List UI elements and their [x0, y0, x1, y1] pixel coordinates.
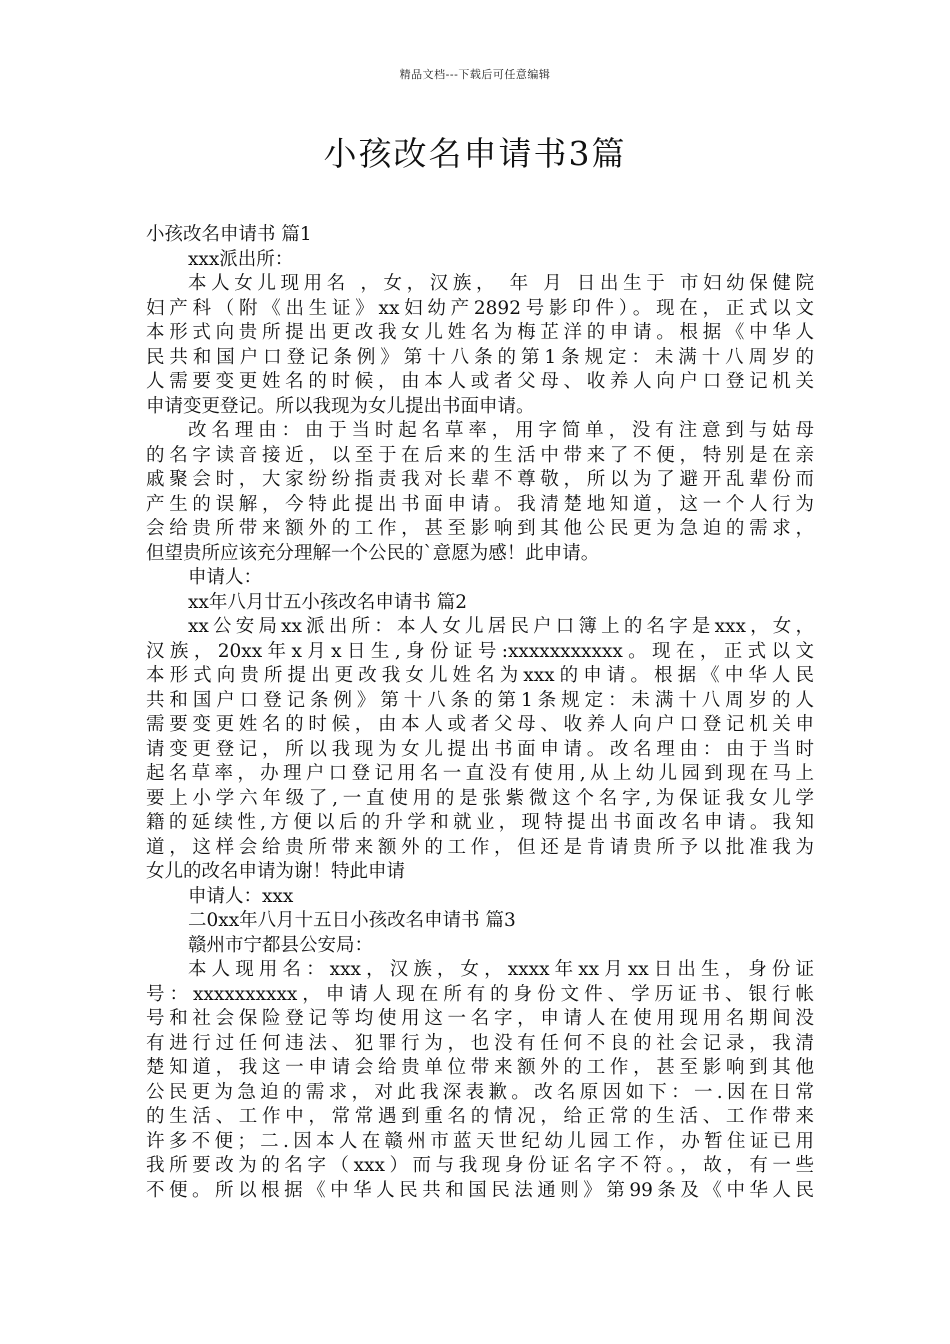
text-line: 需要变更姓名的时候，由本人或者父母、收养人向户口登记机关申 [146, 714, 814, 735]
text-line: 许多不便；二.因本人在赣州市蓝天世纪幼儿园工作，办暂住证已用 [146, 1130, 814, 1152]
text-line: 改名理由：由于当时起名草率，用字简单，没有注意到与姑母 [188, 420, 814, 441]
text-line: 妇产科（附《出生证》xx妇幼产2892号影印件）。现在，正式以文 [146, 297, 814, 319]
text-line: 籍的延续性,方便以后的升学和就业，现特提出书面改名申请。我知 [146, 812, 814, 833]
text-line: 申请变更登记。所以我现为女儿提出书面申请。 [146, 395, 535, 417]
text-line: 民共和国户口登记条例》第十八条的第1条规定：未满十八周岁的 [146, 346, 814, 368]
text-line: 的生活、工作中，常常遇到重名的情况，给正常的生活、工作带来 [146, 1106, 814, 1127]
text-line: 不便。所以根据《中华人民共和国民法通则》第99条及《中华人民 [146, 1179, 814, 1201]
text-line: 申请人： [188, 567, 263, 588]
document-body [146, 223, 814, 1203]
text-line: 本形式向贵所提出更改我女儿姓名为梅芷洋的申请。根据《中华人 [146, 322, 814, 343]
text-line: 共和国户口登记条例》第十八条的第1条规定：未满十八周岁的人 [146, 689, 814, 711]
text-line: 申请人：xxx [188, 885, 294, 907]
text-line: 请变更登记，所以我现为女儿提出书面申请。改名理由：由于当时 [146, 738, 814, 760]
text-line: 会给贵所带来额外的工作，甚至影响到其他公民更为急迫的需求， [146, 518, 814, 539]
text-line: 戚聚会时，大家纷纷指责我对长辈不尊敬，所以为了避开乱辈份而 [146, 469, 814, 490]
text-line: 人需要变更姓名的时候，由本人或者父母、收养人向户口登记机关 [146, 371, 814, 392]
text-line: 本人女儿现用名 ，女，汉族， 年 月 日出生于 市妇幼保健院 [188, 273, 814, 294]
text-line: 汉族，20xx年x月x日生,身份证号:xxxxxxxxxxx。现在，正式以文 [146, 640, 814, 662]
text-line: 赣州市宁都县公安局： [188, 934, 374, 956]
text-line: 但望贵所应该充分理解一个公民的`意愿为感！此申请。 [146, 542, 600, 564]
text-line: 有进行过任何违法、犯罪行为，也没有任何不良的社会记录，我清 [146, 1032, 814, 1054]
text-line: 本人现用名：xxx，汉族，女，xxxx年xx月xx日出生，身份证 [188, 959, 814, 980]
text-line: 道，这样会给贵所带来额外的工作，但还是肯请贵所予以批准我为 [146, 836, 814, 858]
text-line: 号和社会保险登记等均使用这一名字，申请人在使用现用名期间没 [146, 1008, 814, 1029]
text-line: 我所要改为的名字（xxx）而与我现身份证名字不符。，故，有一些 [146, 1155, 814, 1176]
text-line: 起名草率，办理户口登记用名一直没有使用,从上幼儿园到现在马上 [146, 763, 814, 784]
text-line: 二0xx年八月十五日小孩改名申请书 篇3 [188, 910, 516, 931]
document-title: 小孩改名申请书3篇 [323, 134, 627, 173]
text-line: 本形式向贵所提出更改我女儿姓名为xxx的申请。根据《中华人民 [146, 665, 814, 686]
text-line: xxx派出所： [188, 248, 294, 270]
header-note: 精品文档---下载后可任意编辑 [399, 68, 551, 81]
text-line: xx年八月廿五小孩改名申请书 篇2 [188, 591, 468, 613]
text-line: xx公安局xx派出所：本人女儿居民户口簿上的名字是xxx，女， [188, 616, 814, 637]
text-line: 号：xxxxxxxxxx，申请人现在所有的身份文件、学历证书、银行帐 [146, 983, 814, 1005]
text-line: 的名字读音接近，以至于在后来的生活中带来了不便，特别是在亲 [146, 444, 814, 466]
text-line: 公民更为急迫的需求，对此我深表歉。改名原因如下：一.因在日常 [146, 1081, 814, 1103]
text-line: 产生的误解，今特此提出书面申请。我清楚地知道，这一个人行为 [146, 493, 814, 515]
text-line: 女儿的改名申请为谢！特此申请 [146, 861, 406, 882]
text-line: 要上小学六年级了,一直使用的是张紫微这个名字,为保证我女儿学 [146, 787, 814, 809]
text-line: 小孩改名申请书 篇1 [146, 224, 312, 245]
text-line: 楚知道，我这一申请会给贵单位带来额外的工作，甚至影响到其他 [146, 1057, 814, 1078]
